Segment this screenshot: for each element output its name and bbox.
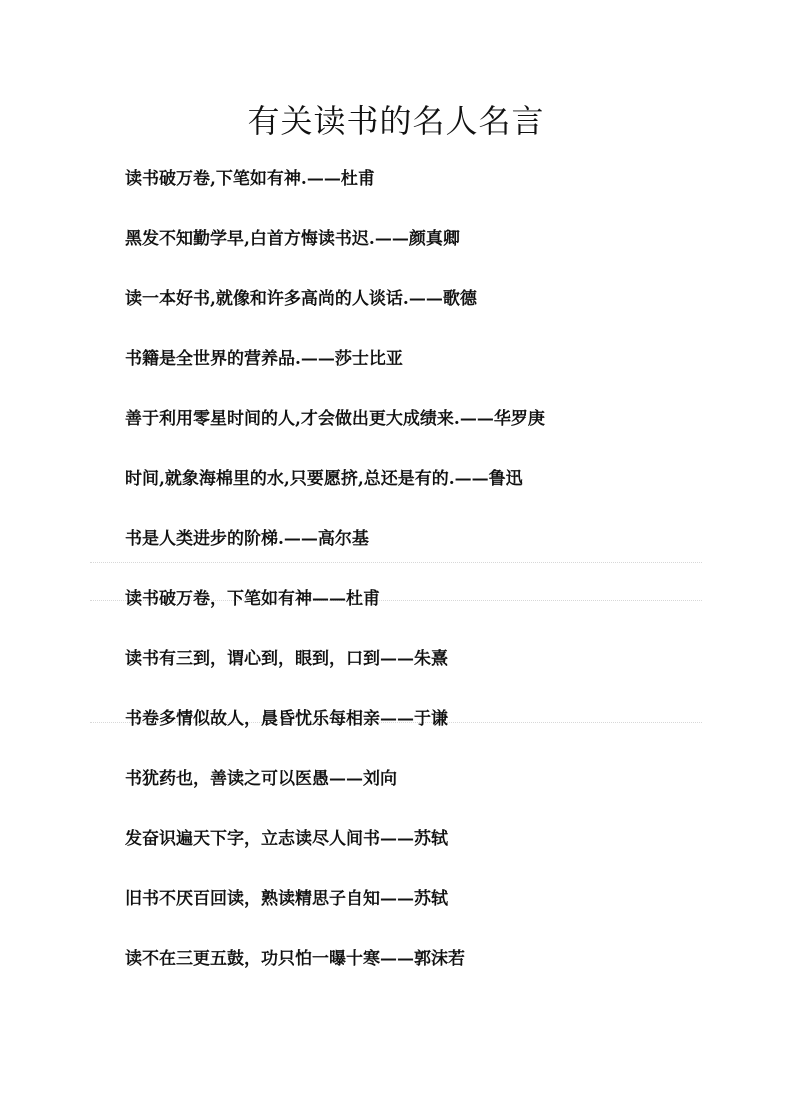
quote-line: 书籍是全世界的营养品.——莎士比亚 — [125, 349, 403, 369]
quote-line: 发奋识遍天下字，立志读尽人间书——苏轼 — [125, 829, 448, 849]
quote-line: 善于利用零星时间的人,才会做出更大成绩来.——华罗庚 — [125, 409, 545, 429]
quote-line: 读一本好书,就像和许多高尚的人谈话.——歌德 — [125, 289, 477, 309]
quote-line: 书犹药也，善读之可以医愚——刘向 — [125, 769, 397, 789]
quote-line: 时间,就象海棉里的水,只要愿挤,总还是有的.——鲁迅 — [125, 469, 523, 489]
quote-line: 读书破万卷，下笔如有神——杜甫 — [125, 589, 380, 609]
document-title: 有关读书的名人名言 — [247, 102, 545, 140]
quote-line: 读不在三更五鼓，功只怕一曝十寒——郭沫若 — [125, 949, 465, 969]
quote-list — [125, 164, 545, 1004]
quote-line: 读书有三到，谓心到，眼到，口到——朱熹 — [125, 649, 448, 669]
quote-line: 读书破万卷,下笔如有神.——杜甫 — [125, 169, 375, 189]
quote-line: 书卷多情似故人，晨昏忧乐每相亲——于谦 — [125, 709, 448, 729]
quote-line: 黑发不知勤学早,白首方悔读书迟.——颜真卿 — [125, 229, 460, 249]
quote-line: 书是人类进步的阶梯.——高尔基 — [125, 529, 369, 549]
quote-line: 旧书不厌百回读，熟读精思子自知——苏轼 — [125, 889, 448, 909]
